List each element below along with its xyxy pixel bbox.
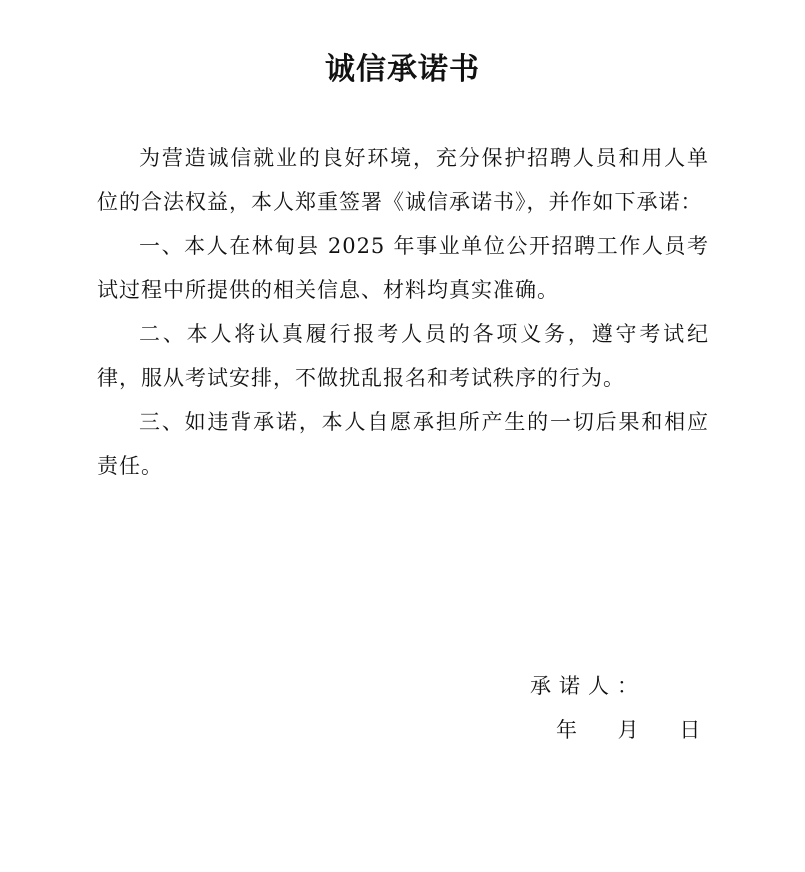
paragraph-item-3: 三、如违背承诺，本人自愿承担所产生的一切后果和相应责任。 <box>97 410 709 478</box>
signature-date: 年 月 日 <box>556 718 703 742</box>
document-title: 诚信承诺书 <box>325 52 480 87</box>
paragraph-intro: 为营造诚信就业的良好环境，充分保护招聘人员和用人单位的合法权益，本人郑重签署《诚信承诺书》，并作如下承诺： <box>97 146 709 214</box>
paragraph-item-2: 二、本人将认真履行报考人员的各项义务，遵守考试纪律，服从考试安排，不做扰乱报名和考试秩序的行为。 <box>97 322 709 390</box>
signature-label: 承诺人： <box>530 674 646 698</box>
paragraph-item-1: 一、本人在林甸县 2025 年事业单位公开招聘工作人员考试过程中所提供的相关信息、材料均真实准确。 <box>97 234 709 302</box>
signature-block <box>530 666 750 750</box>
document-body <box>97 136 709 488</box>
